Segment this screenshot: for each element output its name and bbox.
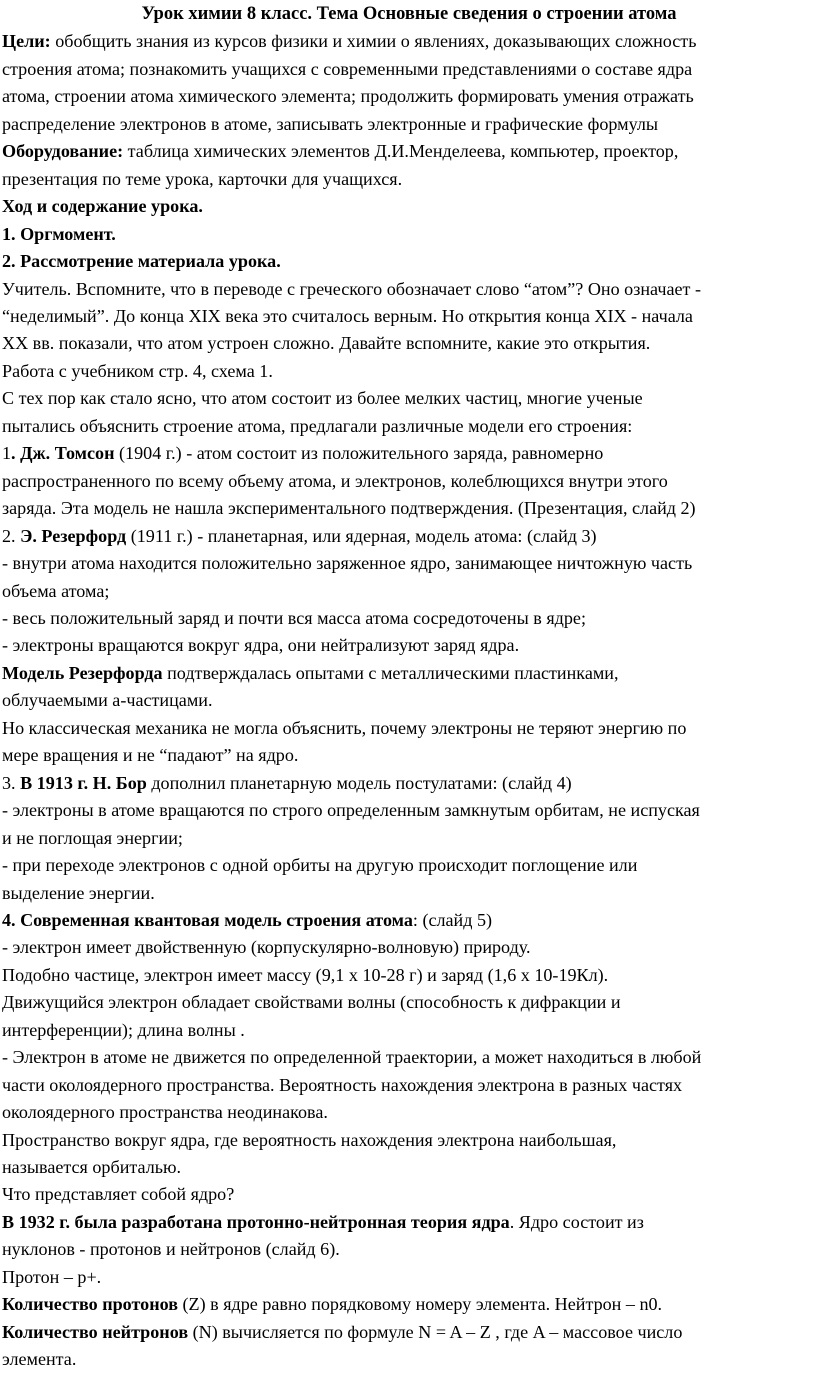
- bold-text: Э. Резерфорд: [20, 525, 127, 546]
- text-run: заряда. Эта модель не нашла экспериментального подтверждения. (Презентация, слайд 2): [2, 498, 696, 519]
- text-line: [2, 934, 816, 961]
- text-run: - электрон имеет двойственную (корпускулярно-волновую) природу.: [2, 937, 531, 958]
- text-run: Движущийся электрон обладает свойствами волны (способность к дифракции и: [2, 992, 621, 1013]
- text-line: [2, 907, 816, 934]
- body-text: [2, 28, 816, 1373]
- text-run: (1911 г.) - планетарная, или ядерная, модель атома: (слайд 3): [126, 525, 597, 546]
- text-run: “неделимый”. До конца XIX века это считалось верным. Но открытия конца XIX - начала: [2, 305, 693, 326]
- text-run: - при переходе электронов с одной орбиты на другую происходит поглощение или: [2, 855, 638, 876]
- text-line: [2, 111, 816, 138]
- bold-text: Ход и содержание урока.: [2, 196, 203, 217]
- text-run: Подобно частице, электрон имеет массу (9,1 x 10-28 г) и заряд (1,6 x 10-19Кл).: [2, 964, 609, 985]
- text-line: [2, 1017, 816, 1044]
- bold-text: 2. Рассмотрение материала урока.: [2, 251, 281, 272]
- text-line: [2, 303, 816, 330]
- text-line: [2, 825, 816, 852]
- text-run: 1: [2, 443, 12, 464]
- text-line: [2, 742, 816, 769]
- text-line: [2, 1264, 816, 1291]
- text-run: дополнил планетарную модель постулатами: (слайд 4): [146, 772, 572, 793]
- text-line: [2, 221, 816, 248]
- text-run: атома, строении атома химического элемента; продолжить формировать умения отражать: [2, 86, 694, 107]
- bold-text: 4. Современная квантовая модель строения атома: [2, 909, 413, 930]
- text-line: [2, 1127, 816, 1154]
- text-run: : (слайд 5): [412, 909, 493, 930]
- text-run: - электроны в атоме вращаются по строго определенным замкнутым орбитам, не испуская: [2, 800, 700, 821]
- text-line: [2, 440, 816, 467]
- text-run: (N) вычисляется по формуле N = A – Z , где A – массовое число: [188, 1321, 683, 1342]
- text-run: мере вращения и не “падают” на ядро.: [2, 745, 299, 766]
- text-line: [2, 413, 816, 440]
- text-run: выделение энергии.: [2, 882, 155, 903]
- text-line: [2, 385, 816, 412]
- text-line: [2, 1291, 816, 1318]
- text-run: . Ядро состоит из: [509, 1211, 644, 1232]
- text-run: - внутри атома находится положительно заряженное ядро, занимающее ничтожную часть: [2, 553, 693, 574]
- text-run: Что представляет собой ядро?: [2, 1184, 235, 1205]
- text-run: XX вв. показали, что атом устроен сложно. Давайте вспомните, какие это открытия.: [2, 333, 651, 354]
- text-line: [2, 276, 816, 303]
- text-line: [2, 1209, 816, 1236]
- text-run: - Электрон в атоме не движется по определенной траектории, а может находиться в любой: [2, 1047, 702, 1068]
- bold-text: . Дж. Томсон: [11, 443, 115, 464]
- text-run: нуклонов - протонов и нейтронов (слайд 6).: [2, 1239, 340, 1260]
- bold-text: Цели:: [2, 31, 51, 52]
- text-line: [2, 852, 816, 879]
- bold-text: 1. Оргмомент.: [2, 223, 116, 244]
- text-line: [2, 523, 816, 550]
- text-line: [2, 138, 816, 165]
- text-run: подтверждалась опытами с металлическими пластинками,: [162, 662, 619, 683]
- bold-text: Количество протонов: [2, 1294, 178, 1315]
- text-run: таблица химических элементов Д.И.Менделеева, компьютер, проектор,: [123, 141, 679, 162]
- text-run: обобщить знания из курсов физики и химии о явлениях, доказывающих сложность: [50, 31, 697, 52]
- text-line: [2, 468, 816, 495]
- text-run: С тех пор как стало ясно, что атом состоит из более мелких частиц, многие ученые: [2, 388, 643, 409]
- text-run: строения атома; познакомить учащихся с современными представлениями о составе ядра: [2, 58, 693, 79]
- text-run: называется орбиталью.: [2, 1157, 182, 1178]
- text-line: [2, 715, 816, 742]
- text-line: [2, 28, 816, 55]
- text-line: [2, 495, 816, 522]
- text-run: Но классическая механика не могла объяснить, почему электроны не теряют энергию по: [2, 717, 687, 738]
- text-line: [2, 1181, 816, 1208]
- text-run: 2.: [2, 525, 21, 546]
- text-line: [2, 578, 816, 605]
- text-line: [2, 1072, 816, 1099]
- text-line: [2, 1154, 816, 1181]
- text-run: Учитель. Вспомните, что в переводе с греческого обозначает слово “атом”? Оно означает -: [2, 278, 701, 299]
- text-line: [2, 550, 816, 577]
- page-title: Урок химии 8 класс. Тема Основные сведения о строении атома: [141, 4, 677, 24]
- bold-text: Модель Резерфорда: [2, 662, 163, 683]
- text-run: элемента.: [2, 1349, 77, 1370]
- text-line: [2, 687, 816, 714]
- bold-text: Оборудование:: [2, 141, 124, 162]
- text-run: - весь положительный заряд и почти вся масса атома сосредоточены в ядре;: [2, 607, 586, 628]
- text-line: [2, 632, 816, 659]
- text-line: [2, 1044, 816, 1071]
- text-run: части околоядерного пространства. Вероятность нахождения электрона в разных частях: [2, 1074, 683, 1095]
- text-run: презентация по теме урока, карточки для учащихся.: [2, 168, 403, 189]
- text-line: [2, 248, 816, 275]
- text-line: [2, 193, 816, 220]
- text-line: [2, 962, 816, 989]
- text-line: [2, 56, 816, 83]
- text-line: [2, 660, 816, 687]
- text-run: распределение электронов в атоме, записывать электронные и графические формулы: [2, 113, 659, 134]
- text-line: [2, 1319, 816, 1346]
- text-line: [2, 797, 816, 824]
- text-line: [2, 1236, 816, 1263]
- text-line: [2, 358, 816, 385]
- text-line: [2, 83, 816, 110]
- text-run: Пространство вокруг ядра, где вероятность нахождения электрона наибольшая,: [2, 1129, 617, 1150]
- text-run: распространенного по всему объему атома, и электронов, колеблющихся внутри этого: [2, 470, 668, 491]
- text-run: Протон – p+.: [2, 1266, 102, 1287]
- text-line: [2, 605, 816, 632]
- text-line: [2, 1099, 816, 1126]
- text-line: [2, 770, 816, 797]
- text-run: интерференции); длина волны .: [2, 1019, 245, 1040]
- text-run: облучаемыми a-частицами.: [2, 690, 213, 711]
- text-run: объема атома;: [2, 580, 110, 601]
- text-run: 3.: [2, 772, 21, 793]
- text-run: и не поглощая энергии;: [2, 827, 183, 848]
- text-line: [2, 1346, 816, 1373]
- text-run: (Z) в ядре равно порядковому номеру элемента. Нейтрон – n0.: [177, 1294, 663, 1315]
- text-run: - электроны вращаются вокруг ядра, они нейтрализуют заряд ядра.: [2, 635, 520, 656]
- text-line: [2, 880, 816, 907]
- text-line: [2, 989, 816, 1016]
- text-line: [2, 166, 816, 193]
- text-run: Работа с учебником стр. 4, схема 1.: [2, 360, 273, 381]
- text-run: околоядерного пространства неодинакова.: [2, 1102, 328, 1123]
- bold-text: В 1913 г. Н. Бор: [20, 772, 147, 793]
- bold-text: Количество нейтронов: [2, 1321, 189, 1342]
- text-run: пытались объяснить строение атома, предлагали различные модели его строения:: [2, 415, 633, 436]
- bold-text: В 1932 г. была разработана протонно-нейтронная теория ядра: [2, 1211, 510, 1232]
- text-line: [2, 330, 816, 357]
- text-run: (1904 г.) - атом состоит из положительного заряда, равномерно: [114, 443, 604, 464]
